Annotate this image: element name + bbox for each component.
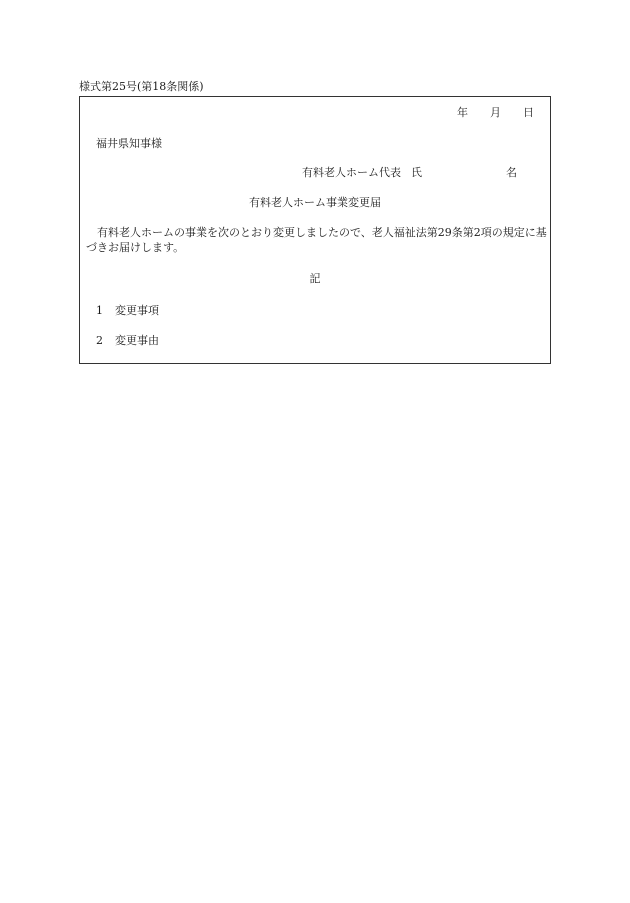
day-label: 日: [523, 106, 534, 119]
list-item: [96, 304, 159, 318]
month-label: 月: [490, 106, 501, 119]
addressee: 福井県知事様: [96, 137, 162, 150]
item-number: 2: [96, 334, 103, 347]
body-paragraph: 有料老人ホームの事業を次のとおり変更しましたので、老人福祉法第29条第2項の規定に基づきお届けします。: [86, 226, 547, 254]
applicant-name-label-2: 名: [506, 166, 517, 179]
year-label: 年: [457, 106, 468, 119]
document-title: 有料老人ホーム事業変更届: [249, 196, 381, 209]
notification-form-frame: [79, 96, 551, 364]
applicant-name-label-1: 氏: [411, 166, 422, 179]
form-number: 様式第25号(第18条関係): [79, 80, 204, 93]
date-line: [457, 106, 534, 120]
list-item: [96, 334, 159, 348]
item-number: 1: [96, 304, 103, 317]
applicant-label: 有料老人ホーム代表: [302, 166, 401, 179]
ki-heading: 記: [309, 272, 321, 285]
item-label: 変更事項: [115, 304, 159, 317]
applicant-line: [302, 166, 517, 180]
item-label: 変更事由: [115, 334, 159, 347]
